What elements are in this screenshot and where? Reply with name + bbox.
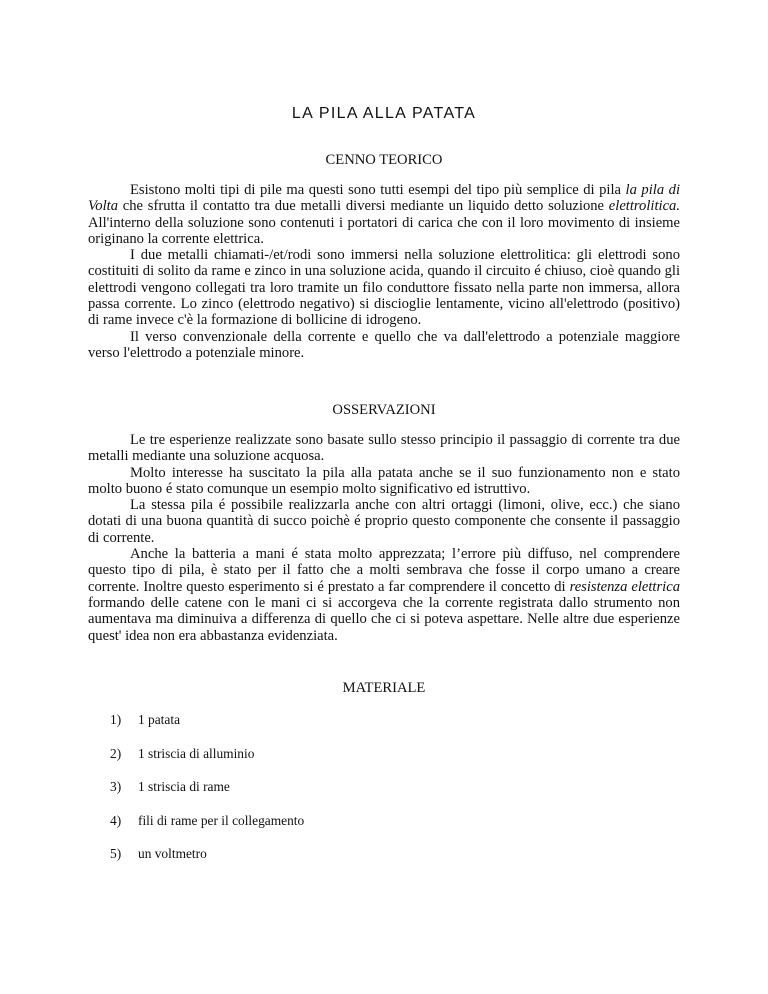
text-run: formando delle catene con le mani ci si accorgeva che la corrente registrata dallo strumento non aumentava ma diminuiva a differenza di quello che ci si poteva aspettare. Nelle altre due esperienze quest' idea non era abbastanza evidenziata.	[88, 594, 680, 644]
list-number: 4)	[110, 812, 122, 828]
text-run: All'interno della soluzione sono contenuti i portatori di carica che con il loro movimento di insieme originano la corrente elettrica.	[88, 214, 680, 247]
list-number: 5)	[110, 846, 122, 861]
theory-paragraph-3: Il verso convenzionale della corrente e quello che va dall'elettrodo a potenziale maggiore verso l'elettrodo a potenziale minore.	[88, 328, 680, 361]
theory-paragraph-1	[88, 182, 680, 247]
list-text: 1 striscia di alluminio	[138, 745, 255, 761]
text-run: che sfrutta il contatto tra due metalli diversi mediante un liquido detto soluzione	[118, 198, 609, 215]
list-item	[110, 746, 670, 780]
list-number: 2)	[110, 745, 122, 761]
materials-list	[110, 712, 670, 880]
page-title: LA PILA ALLA PATATA	[291, 105, 477, 122]
list-text: un voltmetro	[138, 846, 207, 861]
text-run: Esistono molti tipi di pile ma questi sono tutti esempi del tipo più semplice di pila	[130, 182, 626, 198]
list-number: 1)	[110, 712, 122, 727]
list-item	[110, 779, 670, 813]
italic-term: elettrolitica.	[608, 198, 680, 215]
italic-term: resistenza elettrica	[569, 578, 680, 595]
list-item	[110, 712, 670, 746]
text-run: Anche la batteria a mani é stata molto apprezzata; l’errore più diffuso, nel comprendere questo tipo di pila, è stato per il fatto che a molti sembrava che fosse il corpo umano a creare corrente. Inoltre questo esperimento si é prestato a far comprendere il concetto di	[88, 546, 680, 595]
section-heading-materials: MATERIALE	[342, 680, 426, 696]
observations-paragraph-2: Molto interesse ha suscitato la pila alla patata anche se il suo funzionamento non e stato molto buono é stato comunque un esempio molto significativo ed istruttivo.	[88, 464, 680, 497]
observations-paragraph-4	[88, 546, 680, 644]
list-text: 1 striscia di rame	[138, 779, 230, 794]
section-heading-observations: OSSERVAZIONI	[332, 402, 436, 418]
list-text: 1 patata	[138, 712, 181, 727]
observations-paragraph-3: La stessa pila é possibile realizzarla anche con altri ortaggi (limoni, olive, ecc.) che siano dotati di una buona quantità di succo poichè é proprio questo componente che consente il passaggio di corrente.	[88, 497, 680, 546]
list-text: fili di rame per il collegamento	[138, 812, 305, 828]
theory-paragraph-2: I due metalli chiamati-/et/rodi sono immersi nella soluzione elettrolitica: gli elettrodi sono costituiti di solito da rame e zinco in una soluzione acida, quando il circuito é chiuso, cioè quando gli elettrodi vengono collegati tra loro tramite un filo conduttore fissato nella parte non immersa, allora passa corrente. Lo zinco (elettrodo negativo) si discioglie lentamente, vicino all'elettrodo (positivo) di rame invece c'è la formazione di bollicine di idrogeno.	[88, 247, 680, 329]
theory-section	[88, 182, 680, 361]
observations-paragraph-1: Le tre esperienze realizzate sono basate sullo stesso principio il passaggio di corrente tra due metalli mediante una soluzione acquosa.	[88, 432, 680, 465]
list-item	[110, 813, 670, 847]
list-number: 3)	[110, 779, 122, 794]
list-item	[110, 846, 670, 880]
section-heading-theory: CENNO TEORICO	[325, 152, 443, 168]
italic-term: la pila di Volta	[88, 182, 680, 215]
observations-section	[88, 432, 680, 644]
